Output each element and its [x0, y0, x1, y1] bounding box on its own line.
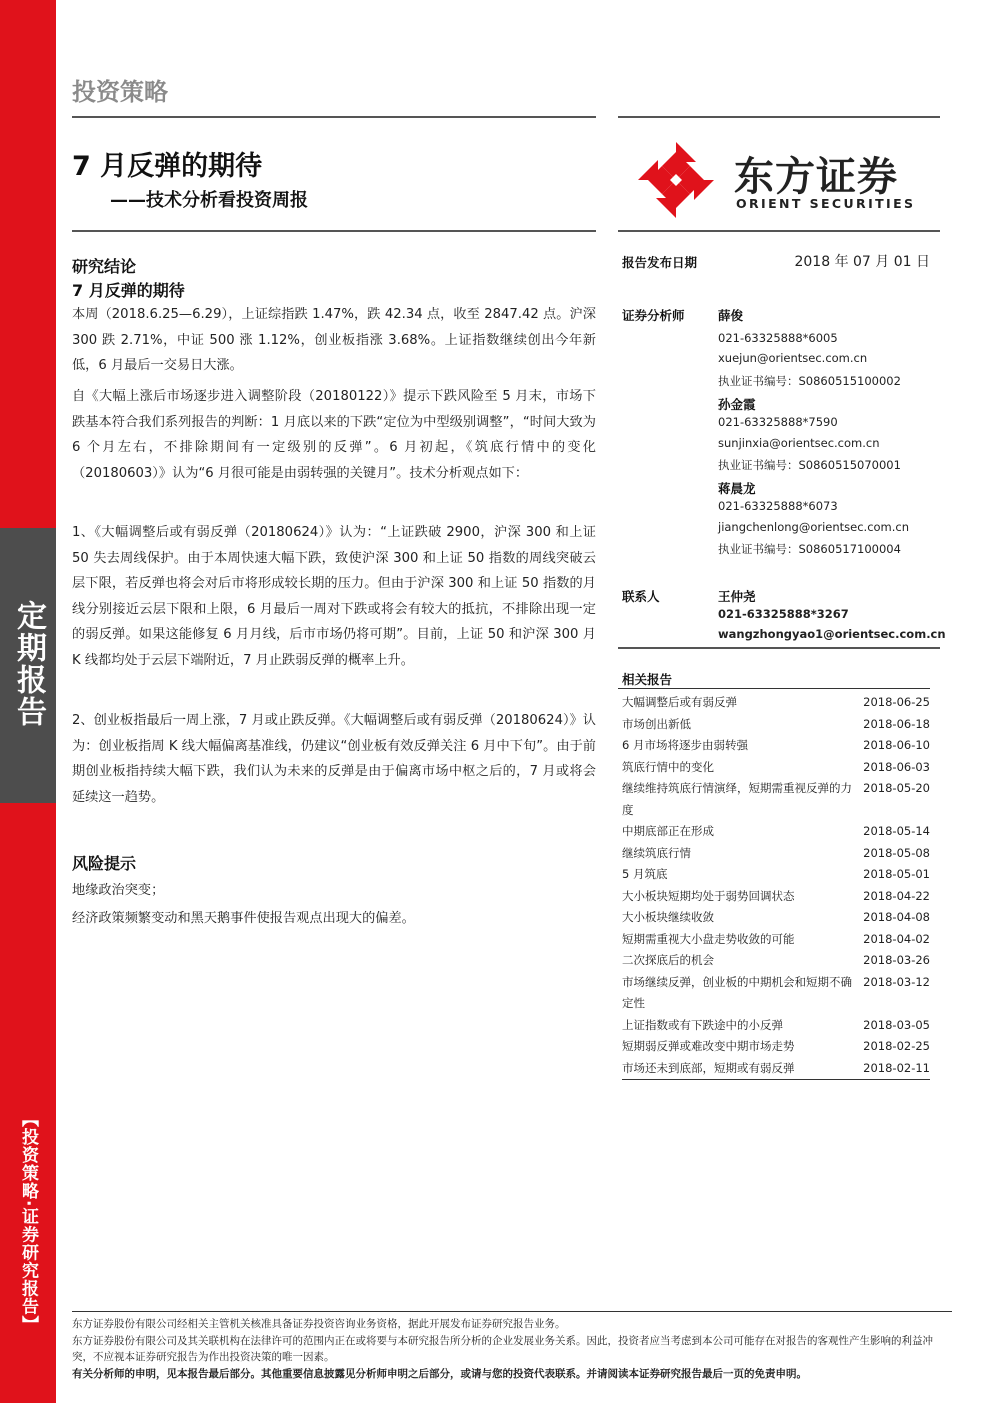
related-report-date: 2018-05-08 [863, 845, 930, 860]
conclusion-heading: 研究结论 [72, 257, 137, 276]
report-title: 7 月反弹的期待 [72, 151, 263, 182]
related-report-date: 2018-02-11 [863, 1060, 930, 1075]
conclusion-paragraph-4: 2、创业板指最后一周上涨，7 月或止跌反弹。《大幅调整后或有弱反弹（20180624）》认为：创业板指周 K 线大幅偏离基准线，仍建议“创业板有效反弹关注 6 月中下旬”。由于前期创业板指持续大幅下跌，我们认为未来的反弹是由于偏离市场中枢之后的，7 月或将会延续这一趋势。 [72, 713, 596, 805]
footer-line-1: 东方证券股份有限公司经相关主管机关核准具备证券投资咨询业务资格，据此开展发布证券研究报告业务。 [72, 1318, 566, 1330]
related-report-row[interactable] [622, 757, 930, 779]
related-report-title[interactable]: 大小板块短期均处于弱势回调状态 [622, 888, 795, 903]
related-report-title[interactable]: 继续筑底行情 [622, 845, 691, 860]
related-report-row[interactable] [622, 929, 930, 951]
conclusion-paragraph-2: 自《大幅上涨后市场逐步进入调整阶段（20180122）》提示下跌风险至 5 月末，市场下跌基本符合我们系列报告的判断：1 月底以来的下跌“定位为中型级别调整”，“时间大致为 6 个月左右，不排除期间有一定级别的反弹”。6 月初起，《筑底行情中的变化（20180603）》认为“6 月很可能是由弱转强的关键月”。技术分析观点如下： [72, 389, 596, 481]
analyst-3-name: 蒋晨龙 [718, 481, 756, 496]
contact-email[interactable]: wangzhongyao1@orientsec.com.cn [718, 627, 946, 641]
analyst-2-phone: 021-63325888*7590 [718, 415, 838, 429]
related-report-title[interactable]: 二次探底后的机会 [622, 953, 714, 967]
related-report-date: 2018-06-03 [863, 759, 930, 774]
analyst-3-cert: 执业证书编号：S0860517100004 [718, 542, 901, 556]
release-date-value: 2018 年 07 月 01 日 [794, 254, 930, 270]
related-report-row[interactable] [622, 950, 930, 972]
related-report-date: 2018-03-12 [863, 974, 930, 989]
related-report-row[interactable] [622, 1058, 930, 1080]
orient-securities-logo-icon [636, 140, 716, 220]
related-report-date: 2018-04-02 [863, 931, 930, 946]
related-report-title[interactable]: 大小板块继续收敛 [622, 910, 714, 924]
related-report-date: 2018-04-08 [863, 910, 930, 924]
report-type-label: 定期报告 [11, 600, 46, 728]
related-report-title[interactable]: 继续维持筑底行情演绎，短期需重视反弹的力度 [622, 781, 852, 817]
related-report-row[interactable] [622, 1036, 930, 1058]
related-reports-heading: 相关报告 [622, 672, 673, 687]
conclusion-paragraph-1: 本周（2018.6.25—6.29），上证综指跌 1.47%，跌 42.34 点，收至 2847.42 点。沪深 300 跌 2.71%，中证 500 涨 1.12%，创业板指涨 3.68%。上证指数继续创出今年新低，6 月最后一交易日大涨。 [72, 307, 596, 373]
analyst-1-email[interactable]: xuejun@orientsec.com.cn [718, 351, 868, 365]
risk-line-2: 经济政策频繁变动和黑天鹅事件使报告观点出现大的偏差。 [72, 911, 415, 926]
related-reports-table [622, 692, 930, 1080]
analyst-2-email[interactable]: sunjinxia@orientsec.com.cn [718, 436, 880, 450]
footer-line-3: 有关分析师的申明，见本报告最后部分。其他重要信息披露见分析师申明之后部分，或请与您的投资代表联系。并请阅读本证券研究报告最后一页的免责申明。 [72, 1367, 807, 1380]
report-subtitle: ——技术分析看投资周报 [110, 190, 308, 211]
risk-heading: 风险提示 [72, 854, 137, 873]
analyst-1-phone: 021-63325888*6005 [718, 331, 838, 345]
release-date-label: 报告发布日期 [622, 255, 698, 270]
logo-name-en: ORIENT SECURITIES [736, 196, 916, 211]
related-report-title[interactable]: 市场还未到底部，短期或有弱反弹 [622, 1060, 795, 1075]
related-report-date: 2018-05-01 [863, 867, 930, 881]
related-report-title[interactable]: 中期底部正在形成 [622, 824, 714, 838]
analyst-2-name: 孙金霞 [718, 397, 756, 412]
related-report-date: 2018-05-20 [863, 781, 930, 795]
related-report-row[interactable] [622, 821, 930, 843]
contact-label: 联系人 [622, 589, 660, 604]
related-report-date: 2018-05-14 [863, 824, 930, 838]
related-top-rule [618, 688, 930, 689]
conclusion-subheading: 7 月反弹的期待 [72, 281, 185, 300]
related-report-row[interactable] [622, 714, 930, 736]
analyst-1-cert: 执业证书编号：S0860515100002 [718, 374, 901, 388]
report-series-label: 【投资策略·证券研究报告】 [18, 1110, 38, 1334]
related-report-row[interactable] [622, 843, 930, 865]
related-report-date: 2018-02-25 [863, 1039, 930, 1053]
related-report-date: 2018-03-05 [863, 1017, 930, 1032]
related-report-row[interactable] [622, 735, 930, 757]
contact-phone: 021-63325888*3267 [718, 607, 849, 621]
analyst-label: 证券分析师 [622, 308, 685, 323]
related-report-row[interactable] [622, 907, 930, 929]
analyst-3-email[interactable]: jiangchenlong@orientsec.com.cn [718, 520, 910, 534]
related-report-row[interactable] [622, 864, 930, 886]
related-report-title[interactable]: 上证指数或有下跌途中的小反弹 [622, 1017, 783, 1032]
related-report-date: 2018-06-10 [863, 738, 930, 752]
footer-line-2: 东方证券股份有限公司及其关联机构在法律许可的范围内正在或将要与本研究报告所分析的企业发展业务关系。因此，投资者应当考虑到本公司可能存在对报告的客观性产生影响的利益冲突，不应视本证券研究报告为作出投资决策的唯一因素。 [72, 1334, 933, 1363]
contact-name: 王仲尧 [718, 589, 756, 604]
footer-disclaimer [72, 1316, 952, 1382]
analyst-2-cert: 执业证书编号：S0860515070001 [718, 458, 901, 472]
risk-line-1: 地缘政治突变； [72, 883, 165, 898]
header-rule-left [72, 116, 596, 118]
related-report-title[interactable]: 筑底行情中的变化 [622, 759, 714, 774]
analyst-3-phone: 021-63325888*6073 [718, 499, 838, 513]
header-rule-right [618, 116, 940, 118]
related-report-row[interactable] [622, 972, 930, 1015]
analyst-1-name: 薛俊 [718, 308, 744, 323]
conclusion-paragraph-3: 1、《大幅调整后或有弱反弹（20180624）》认为：“上证跌破 2900，沪深 300 和上证 50 失去周线保护。由于本周快速大幅下跌，致使沪深 300 和上证 50 指数的周线突破云层下限，若反弹也将会对后市将形成较长期的压力。但由于沪深 300 和上证 50 指数的月线分别接近云层下限和上限，6 月最后一周对下跌或将会有较大的抵抗，不排除出现一定的弱反弹。如果这能修复 6 月月线，后市市场仍将可期”。目前，上证 50 和沪深 300 月 K 线都均处于云层下端附近，7 月止跌弱反弹的概率上升。 [72, 525, 596, 668]
related-report-title[interactable]: 短期需重视大小盘走势收敛的可能 [622, 931, 795, 946]
related-report-row[interactable] [622, 692, 930, 714]
side-band-top [0, 0, 56, 528]
related-report-title[interactable]: 市场继续反弹，创业板的中期机会和短期不确定性 [622, 974, 852, 1010]
related-report-row[interactable] [622, 1015, 930, 1037]
title-rule-right [618, 230, 940, 232]
related-report-date: 2018-06-18 [863, 716, 930, 731]
related-report-title[interactable]: 5 月筑底 [622, 867, 668, 881]
logo-name-cn: 东方证券 [734, 154, 898, 200]
report-category: 投资策略 [72, 78, 168, 106]
related-report-date: 2018-06-25 [863, 695, 930, 709]
related-report-title[interactable]: 大幅调整后或有弱反弹 [622, 695, 737, 709]
related-report-date: 2018-03-26 [863, 953, 930, 967]
related-report-title[interactable]: 短期弱反弹或难改变中期市场走势 [622, 1039, 795, 1053]
related-report-title[interactable]: 市场创出新低 [622, 716, 691, 731]
title-rule-left [72, 230, 596, 232]
related-report-row[interactable] [622, 886, 930, 908]
contact-rule [618, 647, 940, 649]
related-report-date: 2018-04-22 [863, 888, 930, 903]
footer-rule [72, 1311, 952, 1312]
related-report-title[interactable]: 6 月市场将逐步由弱转强 [622, 738, 748, 752]
related-report-row[interactable] [622, 778, 930, 821]
